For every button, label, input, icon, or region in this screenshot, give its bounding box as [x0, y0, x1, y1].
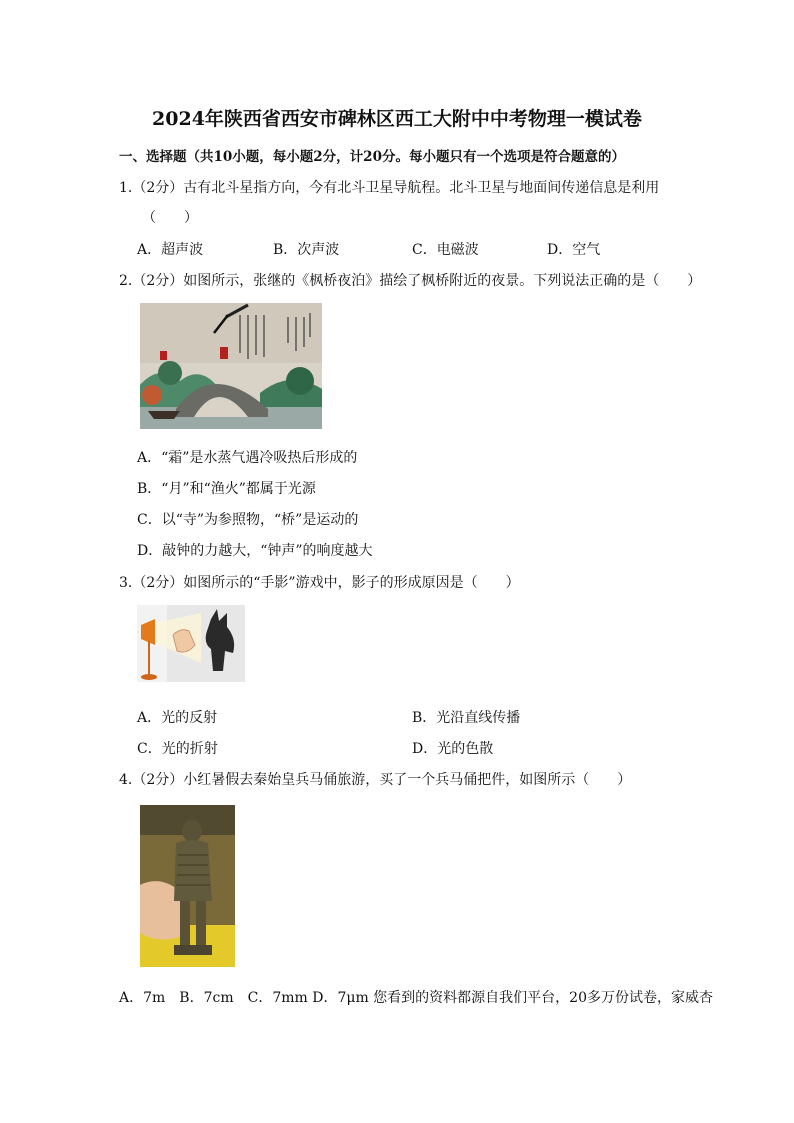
question-3-option-c: C．光的折射 [137, 741, 218, 757]
question-2-option-d: D．敲钟的力越大，“钟声”的响度越大 [137, 543, 373, 559]
question-1-option-d: D．空气 [547, 242, 601, 258]
question-4-options: A．7m B．7cm C．7mm D．7μm 您看到的资料都源自我们平台，20多万份试卷，家威杏 [119, 990, 713, 1006]
question-1-option-b: B．次声波 [273, 242, 340, 258]
question-2-option-b: B．“月”和“渔火”都属于光源 [137, 481, 316, 497]
question-3-option-b: B．光沿直线传播 [412, 710, 521, 726]
bridge-painting-image [140, 303, 322, 429]
question-3-stem: 3.（2分）如图所示的“手影”游戏中，影子的形成原因是（ ） [119, 575, 520, 591]
question-2-option-a: A．“霜”是水蒸气遇冷吸热后形成的 [137, 450, 358, 466]
hand-shadow-image [137, 605, 245, 682]
question-2-stem: 2.（2分）如图所示，张继的《枫桥夜泊》描绘了枫桥附近的夜景。下列说法正确的是（ ） [119, 273, 702, 289]
question-3-option-d: D．光的色散 [412, 741, 494, 757]
question-4-stem: 4.（2分）小红暑假去秦始皇兵马俑旅游，买了一个兵马俑把件，如图所示（ ） [119, 772, 632, 788]
section-heading: 一、选择题（共10小题，每小题2分，计20分。每小题只有一个选项是符合题意的） [119, 149, 625, 165]
question-2-option-c: C．以“寺”为参照物，“桥”是运动的 [137, 512, 359, 528]
question-1-option-c: C．电磁波 [412, 242, 479, 258]
terracotta-figurine-image [140, 805, 235, 967]
page-title: 2024年陕西省西安市碑林区西工大附中中考物理一模试卷 [152, 108, 642, 130]
question-3-option-a: A．光的反射 [137, 710, 218, 726]
question-1-option-a: A．超声波 [137, 242, 204, 258]
question-1-stem: 1.（2分）古有北斗星指方向，今有北斗卫星导航程。北斗卫星与地面间传递信息是利用 [119, 180, 660, 196]
question-1-stem-continued: （ ） [142, 210, 198, 226]
